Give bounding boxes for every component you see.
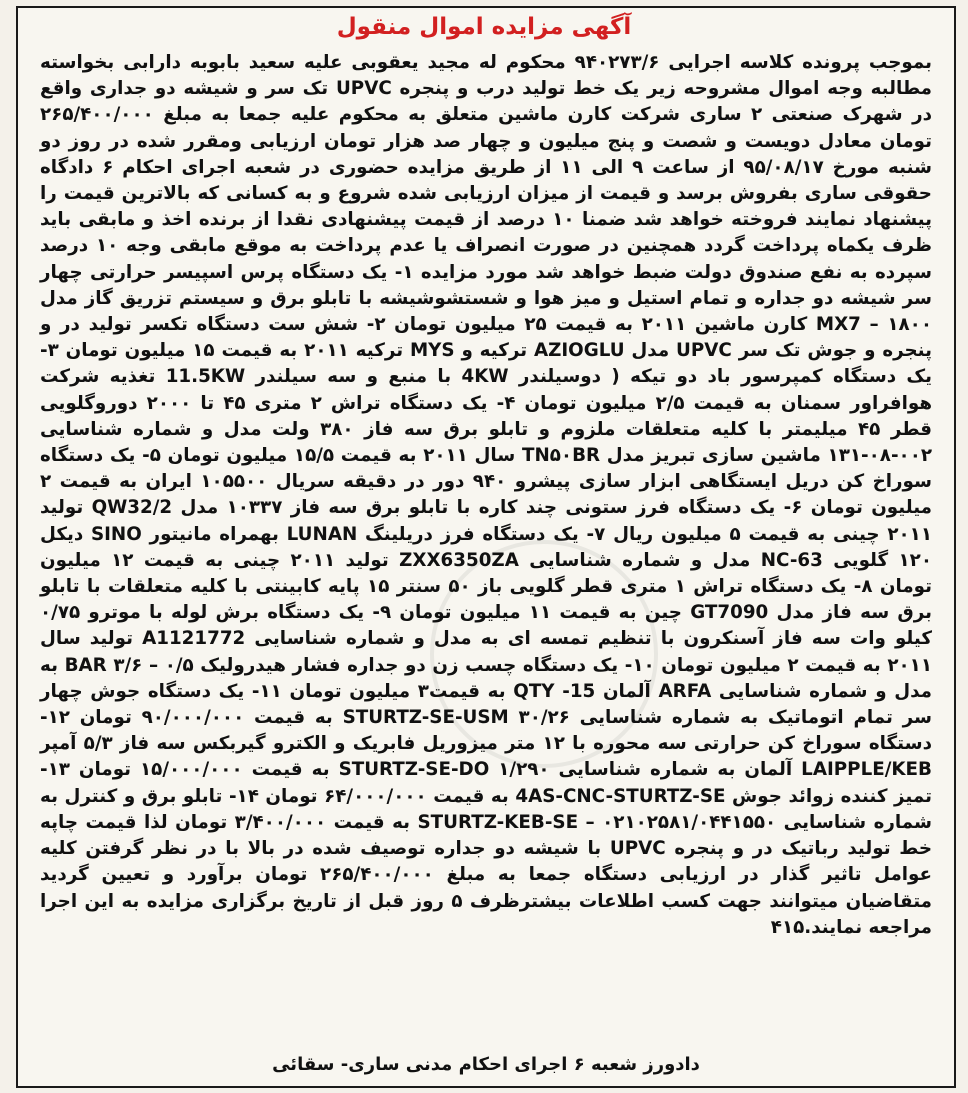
notice-body: بموجب پرونده کلاسه اجرایی ۹۴۰۲۷۳/۶ محکوم له مجید یعقوبی علیه سعید بابوبه دارابی بخواسته مطالبه وجه اموال مشروحه زیر یک خط تولید درب و پنجره UPVC تک سر و شیشه دو جداری واقع در شهرک صنعتی ۲ ساری شرکت کارن ماشین متعلق به محکوم علیه جمعا به مبلغ ۲۶۵/۴۰۰/۰۰۰ تومان معادل دویست و شصت و پنج میلیون و چهار صد هزار تومان ارزیابی ومقرر شده در روز دو شنبه مورخ ۹۵/۰۸/۱۷ از ساعت ۹ الی ۱۱ از طریق مزایده حضوری در شعبه اجرای احکام ۶ دادگاه حقوقی ساری بفروش برسد و قیمت از میزان ارزیابی شده شروع و به کسانی که بالاترین قیمت را پیشنهاد نمایند فروخته خواهد شد ضمنا ۱۰ درصد از قیمت پیشنهادی نقدا از برنده اخذ و مابقی باید ظرف یکماه پرداخت گردد همچنین در صورت انصراف یا عدم پرداخت به موقع مابقی وجه ۱۰ درصد سپرده به نفع صندوق دولت ضبط خواهد شد مورد مزایده ۱- یک دستگاه پرس اسپیسر حرارتی چهار سر شیشه دو جداره و تمام استیل و میز هوا و شستشوشیشه با تابلو برق و سیستم تزریق گاز مدل ۱۸۰۰ – MX7 کارن ماشین ۲۰۱۱ به قیمت ۲۵ میلیون تومان ۲- شش ست دستگاه تکسر تولید در و پنجره و جوش تک سر UPVC مدل AZIOGLU ترکیه و MYS ترکیه ۲۰۱۱ به قیمت ۱۵ میلیون تومان ۳- یک دستگاه کمپرسور باد دو تیکه ( دوسیلندر 4KW با منبع و سه سیلندر 11.5KW تغذیه شرکت هوافراور سمنان به قیمت ۲/۵ میلیون تومان ۴- یک دستگاه تراش ۲ متری ۴۵ تا ۲۰۰۰ دوروگلویی قطر ۴۵ میلیمتر با کلیه متعلقات ملزوم و تابلو برق سه فاز ۳۸۰ ولت مدل و شماره شناسایی ۰۰۲-۰۸-۱۳۱ ماشین سازی تبریز مدل TN۵۰BR سال ۲۰۱۱ به قیمت ۱۵/۵ میلیون تومان ۵- یک دستگاه سوراخ کن دریل ایستگاهی ابزار سازی پیشرو ۹۴۰ دور در دقیقه سریال ۱۰۵۵۰۰ ایران به قیمت ۲ میلیون تومان ۶- یک دستگاه فرز ستونی چند کاره با تابلو برق سه فاز ۱۰۳۳۷ مدل 2/QW32 تولید ۲۰۱۱ چینی به قیمت ۵ میلیون ریال ۷- یک دستگاه فرز دریلینگ LUNAN بهمراه مانیتور SINO دیکل ۱۲۰ گلویی NC-63 مدل و شماره شناسایی ZXX6350ZA تولید ۲۰۱۱ چینی به قیمت ۱۲ میلیون تومان ۸- یک دستگاه تراش ۱ متری قطر گلویی باز ۵۰ سنتر ۱۵ پایه کابینتی با کلیه متعلقات با تابلو برق سه فاز مدل GT7090 چین به قیمت ۱۱ میلیون تومان ۹- یک دستگاه برش لوله با موترو ۰/۷۵ کیلو وات سه فاز آسنکرون با تنظیم تمسه ای به مدل و شماره شناسایی A1121772 تولید سال ۲۰۱۱ به قیمت ۲ میلیون تومان ۱۰- یک دستگاه چسب زن دو جداره فشار هیدرولیک ۰/۵ – ۳/۶ BAR به مدل و شماره شناسایی ARFA آلمان QTY -15 به قیمت۳ میلیون تومان ۱۱- یک دستگاه جوش چهار سر تمام اتوماتیک به شماره شناسایی STURTZ-SE-USM ۳۰/۲۶ به قیمت ۹۰/۰۰۰/۰۰۰ تومان ۱۲- دستگاه سوراخ کن حرارتی سه محوره با ۱۲ متر میزوریل فابریک و الکترو گیربکس سه فاز ۵/۳ آمپر LAIPPLE/KEB آلمان به شماره شناسایی ۱/۲۹۰ STURTZ-SE-DO به قیمت ۱۵/۰۰۰/۰۰۰ تومان ۱۳- تمیز کننده زوائد جوش 4AS-CNC-STURTZ-SE به قیمت ۶۴/۰۰۰/۰۰۰ تومان ۱۴- تابلو برق و کنترل به شماره شناسایی ۰۲۱۰۲۵۸۱/۰۴۴۱۵۵۰ – STURTZ-KEB-SE به قیمت ۳/۴۰۰/۰۰۰ تومان لذا قیمت چاپه خط تولید رباتیک در و پنجره UPVC با شیشه دو جداره توصیف شده در بالا با در نظر گرفتن کلیه عوامل تاثیر گذار در ارزیابی دستگاه جمعا به مبلغ ۲۶۵/۴۰۰/۰۰۰ تومان برآورد و تعیین گردید متقاضیان میتوانند جهت کسب اطلاعات بیشترظرف ۵ روز قبل از تاریخ برگزاری مزایده به این اجرا مراجعه نمایند.۴۱۵ <box>40 52 933 938</box>
notice-signature: دادورز شعبه ۶ اجرای احکام مدنی ساری- سقائی <box>272 1054 700 1075</box>
notice-title: آگهی مزایده اموال منقول <box>336 14 632 40</box>
